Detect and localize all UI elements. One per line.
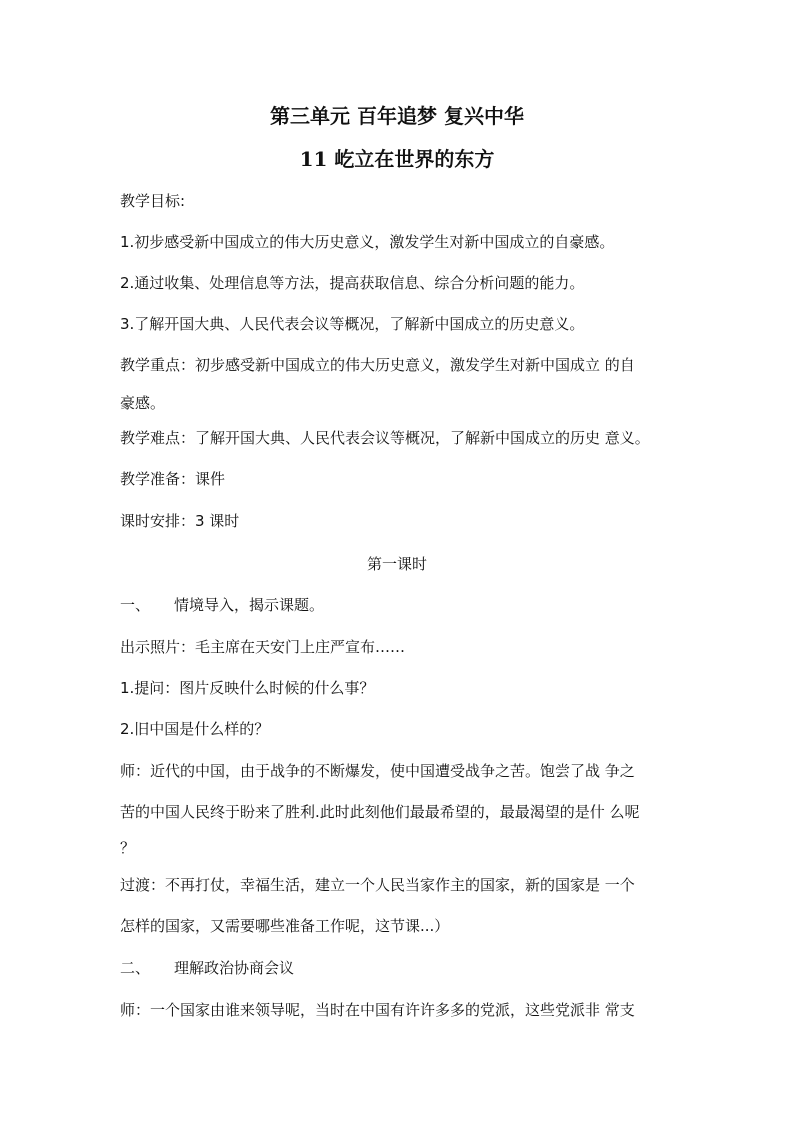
section-number: 二、 [120, 959, 151, 977]
objective-item: 2.通过收集、处理信息等方法，提高获取信息、综合分析问题的能力。 [120, 274, 585, 292]
unit-title: 第三单元 百年追梦 复兴中华 [270, 104, 524, 128]
preparation-line: 教学准备：课件 [120, 470, 226, 488]
key-points-line: 豪感。 [120, 394, 166, 412]
teacher-line: 师：近代的中国，由于战争的不断爆发，使中国遭受战争之苦。饱尝了战 争之 [120, 762, 635, 780]
objective-item: 1.初步感受新中国成立的伟大历史意义，激发学生对新中国成立的自豪感。 [120, 233, 615, 251]
teacher-line: 师：一个国家由谁来领导呢，当时在中国有许许多多的党派，这些党派非 常支 [120, 1001, 635, 1019]
section-heading [120, 595, 324, 615]
period-title: 第一课时 [366, 555, 427, 573]
section-number: 一、 [120, 596, 151, 614]
difficulty-line: 教学难点：了解开国大典、人民代表会议等概况，了解新中国成立的历史 意义。 [120, 429, 650, 447]
transition-line: 过渡：不再打仗，幸福生活，建立一个人民当家作主的国家，新的国家是 一个 [120, 876, 635, 894]
transition-line: 怎样的国家，又需要哪些准备工作呢，这节课...） [120, 917, 450, 935]
question-line: 2.旧中国是什么样的？ [120, 720, 270, 738]
lesson-title: 11 屹立在世界的东方 [299, 147, 495, 171]
photo-line: 出示照片：毛主席在天安门上庄严宣布…… [120, 638, 406, 656]
objective-item: 3.了解开国大典、人民代表会议等概况，了解新中国成立的历史意义。 [120, 315, 585, 333]
section-heading [120, 958, 294, 978]
section-title: 情境导入，揭示课题。 [174, 596, 325, 614]
question-line: 1.提问：图片反映什么时候的什么事？ [120, 679, 375, 697]
schedule-line: 课时安排：3 课时 [120, 512, 240, 530]
objectives-label: 教学目标: [120, 192, 186, 210]
key-points-line: 教学重点：初步感受新中国成立的伟大历史意义，激发学生对新中国成立 的自 [120, 356, 635, 374]
teacher-line: 苦的中国人民终于盼来了胜利.此时此刻他们最最希望的，最最渴望的是什 么呢 [120, 803, 640, 821]
section-title: 理解政治协商会议 [174, 959, 295, 977]
teacher-line: ？ [120, 839, 136, 857]
